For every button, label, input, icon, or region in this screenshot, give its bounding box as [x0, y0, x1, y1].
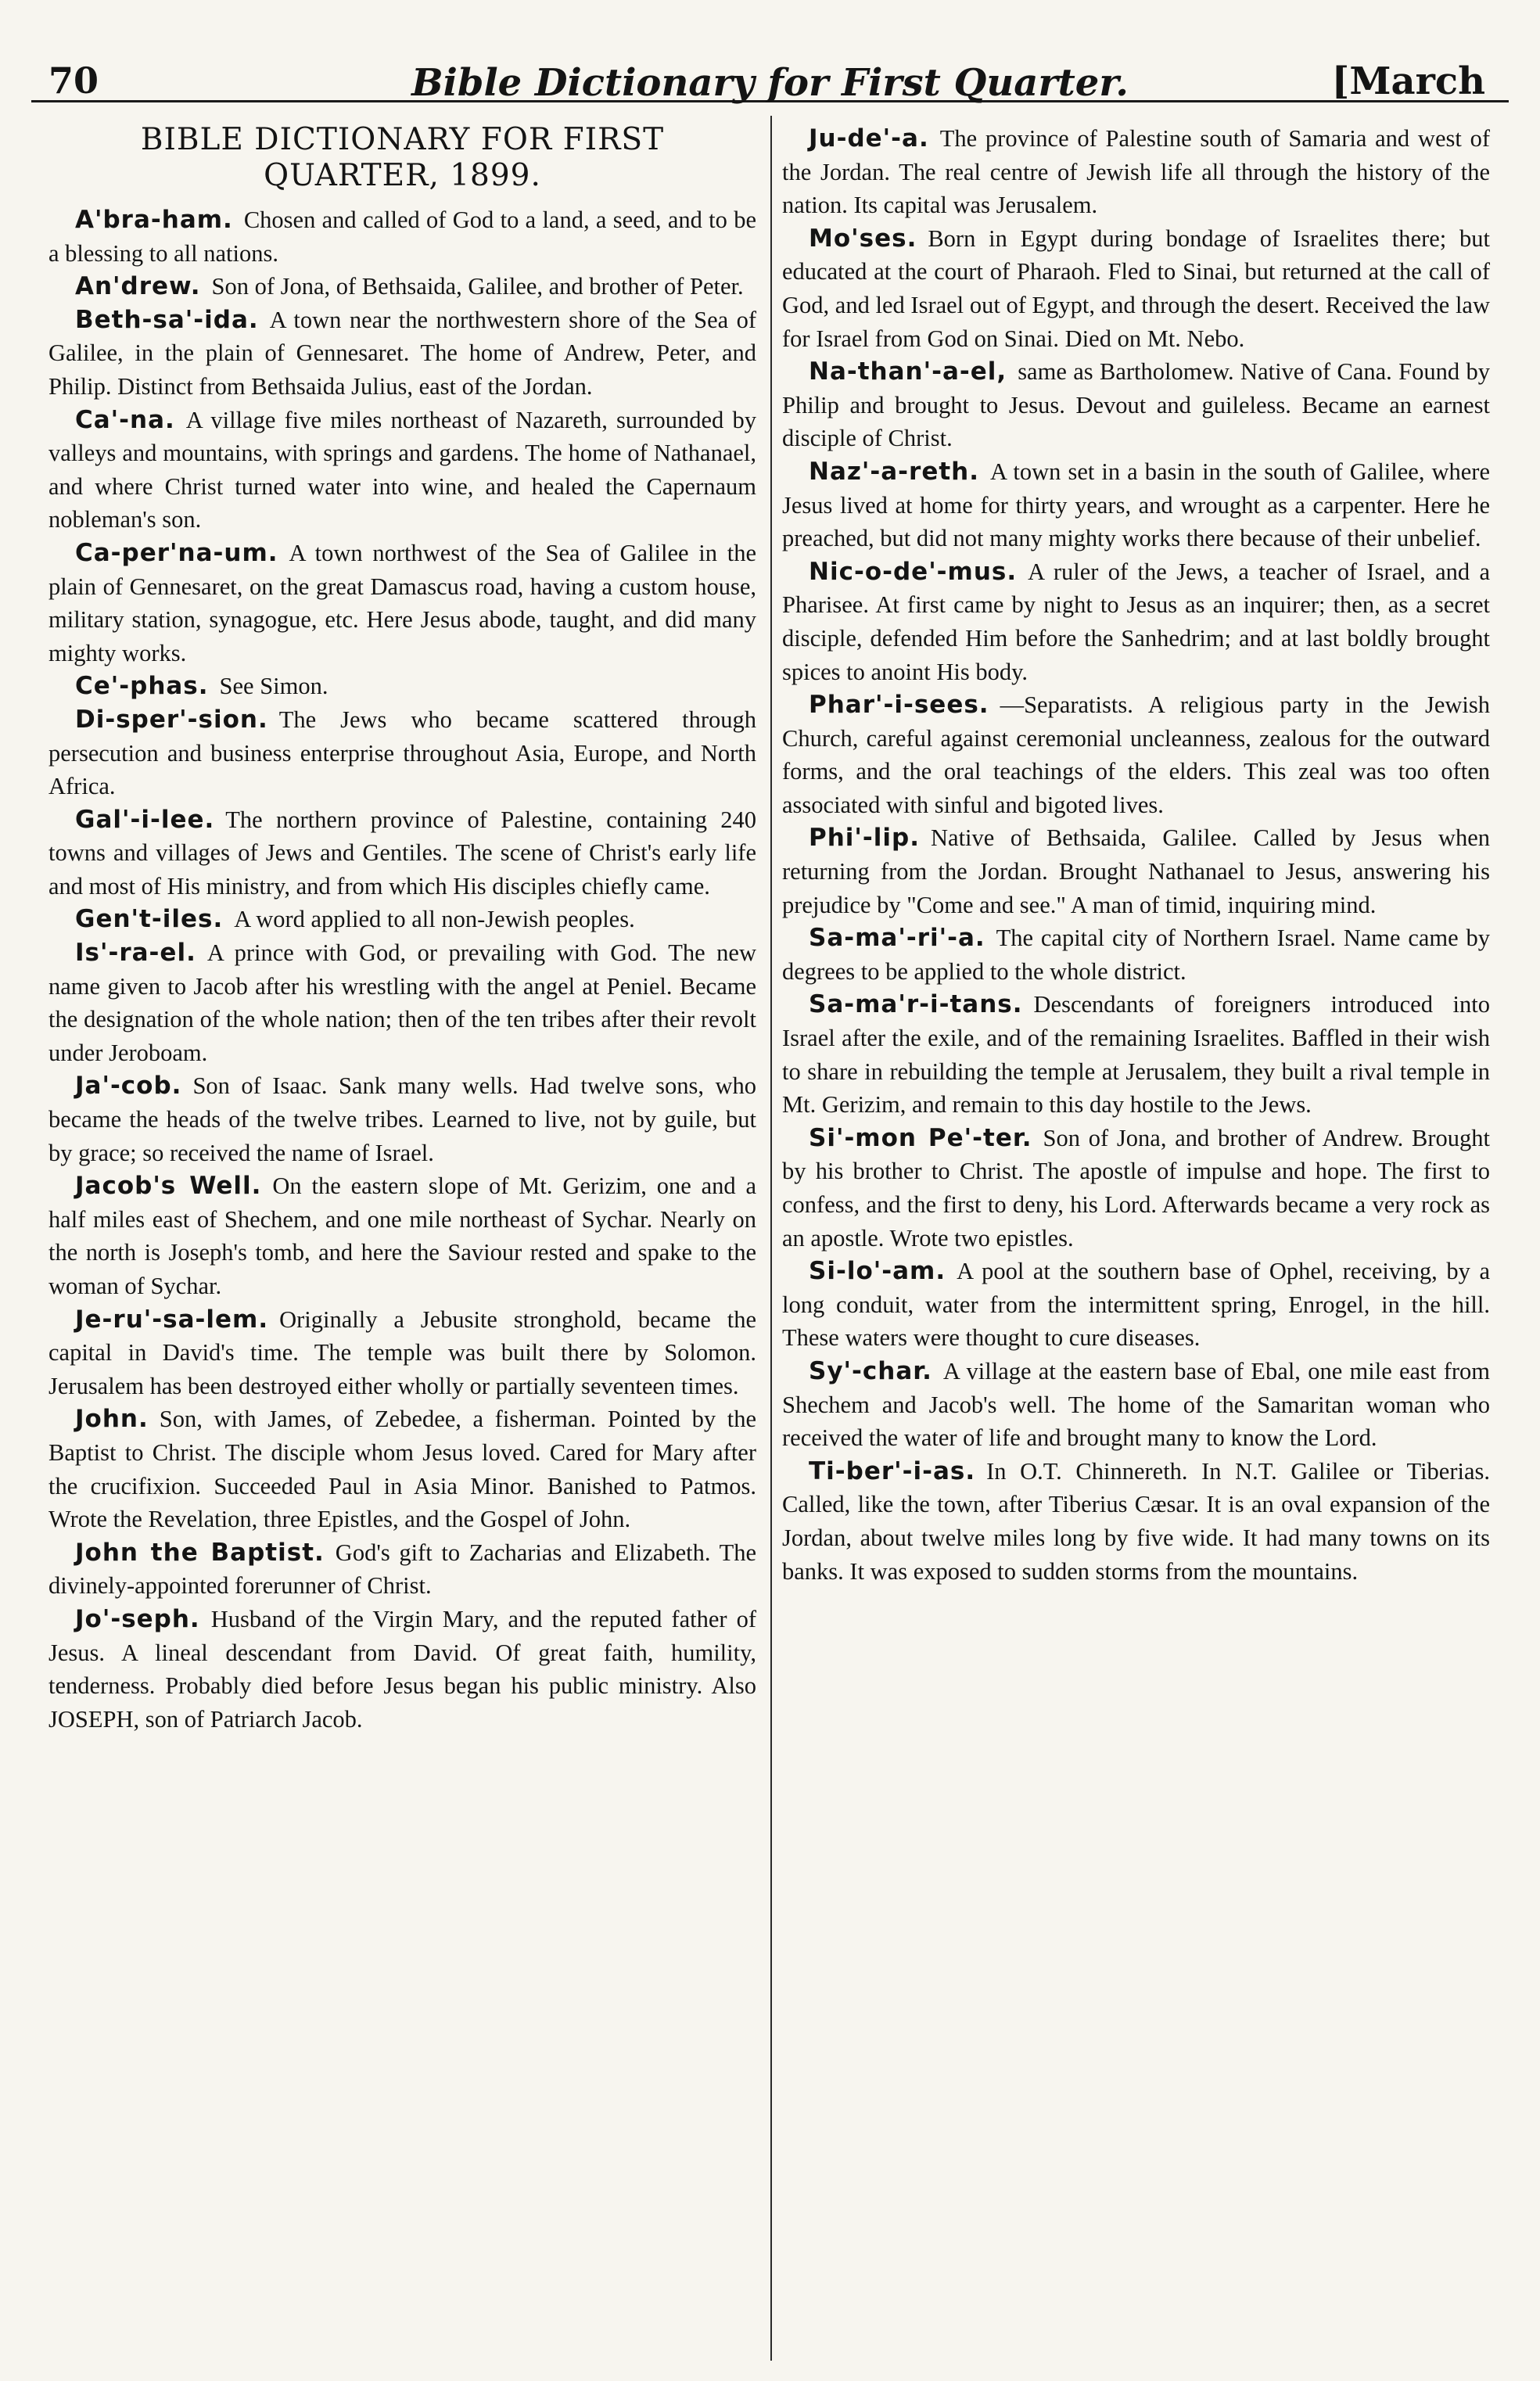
entry-definition: The province of Palestine south of Samaria and west of the Jordan. The real centre of Jewish life all through the history of the nation. Its capital was Jerusalem.: [782, 125, 1490, 219]
entry-headword: Ti-ber'-i-as.: [809, 1456, 976, 1485]
entry-definition: On the eastern slope of Mt. Gerizim, one and a half miles east of Shechem, and one mile northeast of Sychar. Nearly on the north is Joseph's tomb, and here the Saviour rested and spake to the woman of Sychar.: [48, 1173, 756, 1299]
dictionary-entry: [48, 1069, 756, 1169]
left-entry-list: [48, 203, 756, 1736]
dictionary-entry: [48, 1536, 756, 1603]
dictionary-entry: [48, 1303, 756, 1403]
dictionary-entry: [48, 703, 756, 803]
entry-definition: A town near the northwestern shore of the Sea of Galilee, in the plain of Gennesaret. The home of Andrew, Peter, and Philip. Distinct from Bethsaida Julius, east of the Jordan.: [48, 306, 756, 400]
entry-definition: Born in Egypt during bondage of Israelites there; but educated at the court of Pharaoh. Fled to Sinai, but returned at the call of God, and led Israel out of Egypt, and through the desert. Received the law for Israel from God on Sinai. Died on Mt. Nebo.: [782, 224, 1490, 352]
dictionary-entry: [782, 1255, 1490, 1355]
entry-definition: A village five miles northeast of Nazareth, surrounded by valleys and mountains, with springs and gardens. The home of Nathanael, and where Christ turned water into wine, and healed the Capernaum nobleman's son.: [48, 406, 756, 533]
entry-definition: The capital city of Northern Israel. Name came by degrees to be applied to the whole district.: [782, 925, 1490, 985]
entry-definition: A word applied to all non-Jewish peoples.: [234, 906, 635, 933]
dictionary-page: [31, 22, 1509, 2361]
entry-headword: Je-ru'-sa-lem.: [75, 1305, 269, 1334]
entry-definition: A village at the eastern base of Ebal, one mile east from Shechem and Jacob's well. The home of the Samaritan woman who received the water of life and brought many to know the Lord.: [782, 1357, 1490, 1452]
entry-headword: Si-lo'-am.: [809, 1257, 946, 1286]
month-label: [March: [1331, 59, 1485, 103]
dictionary-entry: [782, 988, 1490, 1121]
entry-definition: A town northwest of the Sea of Galilee in the plain of Gennesaret, on the great Damascus road, having a custom house, military station, synagogue, etc. Here Jesus abode, taught, and did many mighty works.: [48, 539, 756, 666]
entry-definition: The Jews who became scattered through persecution and business enterprise throughout Asia, Europe, and North Africa.: [48, 706, 756, 800]
right-column: [782, 122, 1490, 1588]
page-number: 70: [48, 59, 99, 102]
entry-definition: Husband of the Virgin Mary, and the reputed father of Jesus. A lineal descendant from David. Of great faith, humility, tenderness. Probably died before Jesus began his public ministry. Also JOSEPH, son of Patriarch Jacob.: [48, 1605, 756, 1733]
dictionary-entry: [782, 122, 1490, 222]
left-column: [48, 122, 756, 1736]
entry-definition: Son of Jona, of Bethsaida, Galilee, and brother of Peter.: [211, 273, 744, 300]
entry-headword: Sa-ma'-ri'-a.: [809, 924, 985, 953]
entry-headword: An'drew.: [75, 272, 201, 301]
entry-definition: A ruler of the Jews, a teacher of Israel, and a Pharisee. At first came by night to Jesus as an inquirer; then, as a secret disciple, defended Him before the Sanhedrim; and at last boldly brought spices to anoint His body.: [782, 558, 1490, 685]
entry-headword: Gal'-i-lee.: [75, 805, 215, 834]
dictionary-entry: [782, 821, 1490, 921]
entry-headword: Nic-o-de'-mus.: [809, 557, 1018, 586]
entry-definition: A pool at the southern base of Ophel, receiving, by a long conduit, water from the intermittent spring, Enrogel, in the hill. These waters were thought to cure diseases.: [782, 1258, 1490, 1352]
entry-headword: Sa-ma'r-i-tans.: [809, 990, 1023, 1019]
entry-headword: Mo'ses.: [809, 224, 917, 253]
entry-headword: Phi'-lip.: [809, 824, 920, 853]
dictionary-entry: [48, 670, 756, 703]
dictionary-entry: [48, 537, 756, 670]
dictionary-entry: [782, 455, 1490, 555]
entry-headword: Ca'-na.: [75, 405, 175, 434]
dictionary-entry: [782, 355, 1490, 455]
entry-definition: God's gift to Zacharias and Elizabeth. The divinely-appointed forerunner of Christ.: [48, 1539, 756, 1600]
page-header: [31, 22, 1509, 105]
dictionary-entry: [782, 222, 1490, 355]
entry-headword: Phar'-i-sees.: [809, 691, 989, 720]
entry-headword: Ce'-phas.: [75, 672, 209, 701]
dictionary-entry: [48, 1402, 756, 1535]
dictionary-entry: [782, 555, 1490, 688]
text-columns: [31, 122, 1509, 2361]
dictionary-entry: [782, 1355, 1490, 1455]
entry-definition: See Simon.: [219, 673, 328, 700]
entry-definition: Descendants of foreigners introduced into Israel after the exile, and of the remaining Israelites. Baffled in their wish to share in rebuilding the temple at Jerusalem, they built a rival temple in Mt. Gerizim, and remain to this day hostile to the Jews.: [782, 991, 1490, 1119]
entry-headword: Beth-sa'-ida.: [75, 305, 259, 334]
dictionary-entry: [48, 1603, 756, 1736]
entry-headword: A'bra-ham.: [75, 206, 233, 234]
entry-headword: Ca-per'na-um.: [75, 538, 278, 567]
entry-definition: Chosen and called of God to a land, a seed, and to be a blessing to all nations.: [48, 206, 756, 267]
entry-headword: Jo'-seph.: [75, 1604, 200, 1633]
entry-definition: same as Bartholomew. Native of Cana. Found by Philip and brought to Jesus. Devout and guileless. Became an earnest disciple of Christ.: [782, 358, 1490, 452]
dictionary-entry: [48, 203, 756, 270]
dictionary-entry: [48, 936, 756, 1069]
right-entry-list: [782, 122, 1490, 1588]
entry-definition: A prince with God, or prevailing with God. The new name given to Jacob after his wrestling with the angel at Peniel. Became the designation of the whole nation; then of the ten tribes after their revolt under Jeroboam.: [48, 939, 756, 1066]
entry-headword: Ja'-cob.: [75, 1072, 182, 1101]
entry-definition: Son, with James, of Zebedee, a fisherman. Pointed by the Baptist to Christ. The disciple whom Jesus loved. Cared for Mary after the crucifixion. Succeeded Paul in Asia Minor. Banished to Patmos. Wrote the Revelation, three Epistles, and the Gospel of John.: [48, 1406, 756, 1533]
dictionary-entry: [48, 903, 756, 936]
entry-headword: Jacob's Well.: [75, 1172, 262, 1201]
entry-headword: Ju-de'-a.: [809, 124, 929, 153]
dictionary-entry: [48, 1169, 756, 1302]
entry-headword: John.: [75, 1405, 149, 1434]
dictionary-entry: [48, 270, 756, 303]
dictionary-entry: [782, 1122, 1490, 1255]
entry-definition: The northern province of Palestine, containing 240 towns and villages of Jews and Gentiles. The scene of Christ's early life and most of His ministry, and from which His disciples chiefly came.: [48, 806, 756, 900]
dictionary-entry: [48, 803, 756, 903]
dictionary-entry: [48, 404, 756, 537]
entry-headword: Di-sper'-sion.: [75, 705, 268, 734]
dictionary-entry: [782, 921, 1490, 988]
entry-headword: Sy'-char.: [809, 1356, 932, 1385]
entry-headword: Na-than'-a-el,: [809, 357, 1007, 386]
entry-definition: A town set in a basin in the south of Galilee, where Jesus lived at home for thirty years, and wrought as a carpenter. Here he preached, but did not many mighty works there because of their unbelief.: [782, 458, 1490, 552]
entry-definition: Son of Jona, and brother of Andrew. Brought by his brother to Christ. The apostle of impulse and hope. The first to confess, and the first to deny, his Lord. Afterwards became a very rock as an apostle. Wrote two epistles.: [782, 1124, 1490, 1252]
entry-headword: Naz'-a-reth.: [809, 457, 980, 486]
dictionary-entry: [782, 688, 1490, 821]
document-title: BIBLE DICTIONARY FOR FIRST QUARTER, 1899.: [140, 122, 665, 193]
entry-headword: Si'-mon Pe'-ter.: [809, 1123, 1032, 1152]
entry-headword: Is'-ra-el.: [75, 939, 196, 968]
entry-definition: —Separatists. A religious party in the Jewish Church, careful against ceremonial uncleanness, zealous for the outward forms, and the oral teachings of the elders. This zeal was too often associated with sinful and bigoted lives.: [782, 691, 1490, 818]
entry-definition: Son of Isaac. Sank many wells. Had twelve sons, who became the heads of the twelve tribes. Learned to live, not by guile, but by grace; so received the name of Israel.: [48, 1072, 756, 1166]
entry-definition: In O.T. Chinnereth. In N.T. Galilee or Tiberias. Called, like the town, after Tiberius Cæsar. It is an oval expansion of the Jordan, about twelve miles long by five wide. It had many towns on its banks. It was exposed to sudden storms from the mountains.: [782, 1457, 1490, 1585]
entry-headword: Gen't-iles.: [75, 905, 224, 934]
entry-definition: Native of Bethsaida, Galilee. Called by Jesus when returning from the Jordan. Brought Nathanael to Jesus, answering his prejudice by "Come and see." A man of timid, inquiring mind.: [782, 824, 1490, 918]
entry-headword: John the Baptist.: [75, 1538, 325, 1567]
running-title: Bible Dictionary for First Quarter.: [411, 61, 1129, 105]
entry-definition: Originally a Jebusite stronghold, became the capital in David's time. The temple was built there by Solomon. Jerusalem has been destroyed either wholly or partially seventeen times.: [48, 1305, 756, 1399]
dictionary-entry: [48, 303, 756, 404]
dictionary-entry: [782, 1455, 1490, 1588]
